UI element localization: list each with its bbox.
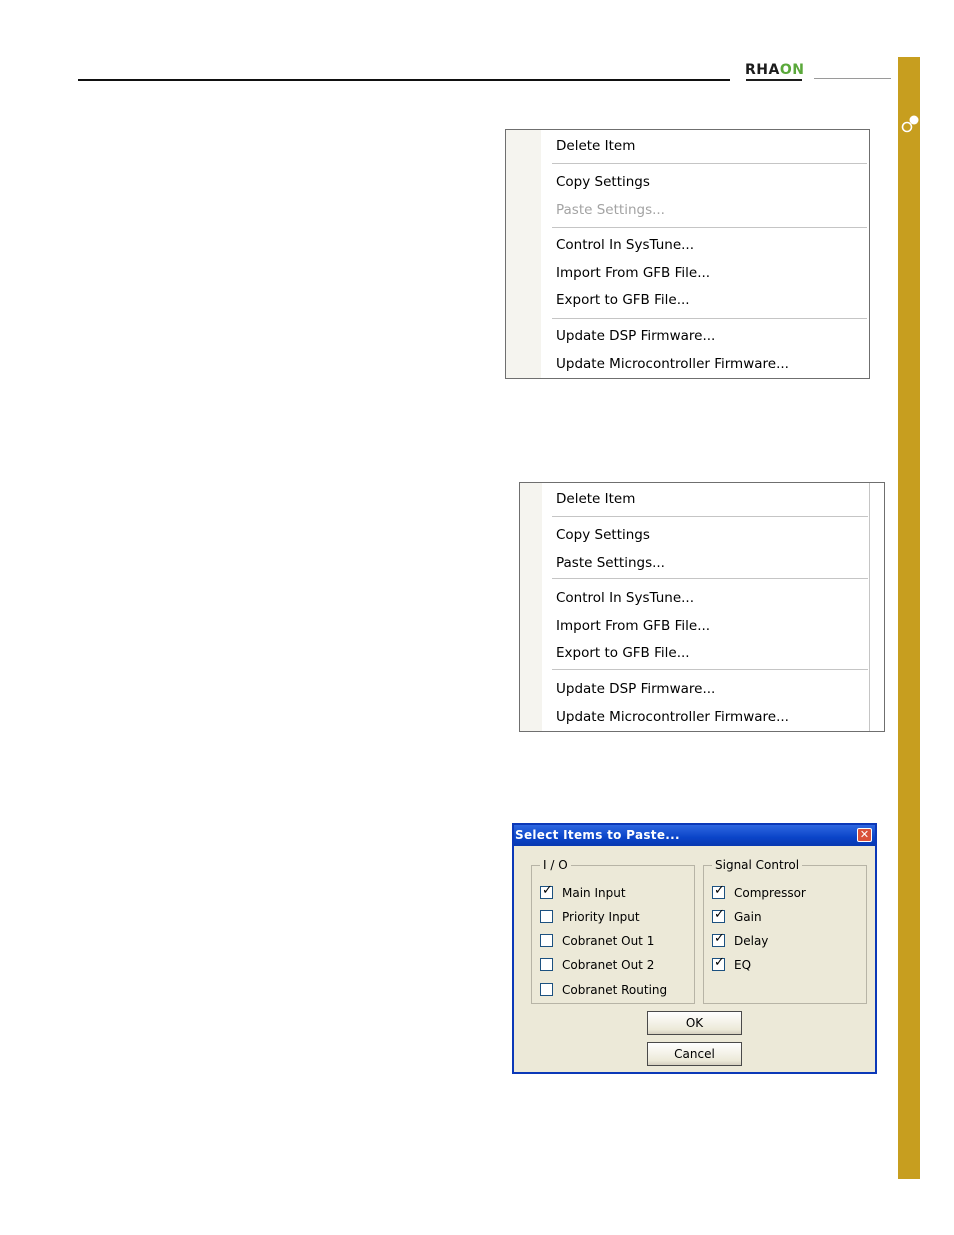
menu-item-paste-settings: Paste Settings...: [556, 202, 665, 218]
checkbox-label: EQ: [734, 957, 752, 972]
ok-button[interactable]: OK: [647, 1011, 742, 1035]
menu-item-import-gfb[interactable]: Import From GFB File...: [556, 618, 711, 634]
checkbox-label: Main Input: [562, 885, 626, 900]
checkbox-box[interactable]: [540, 958, 553, 971]
dialog-title: Select Items to Paste...: [515, 828, 680, 842]
checkmark-icon: ✓: [714, 883, 725, 898]
logo-text-accent: ON: [779, 62, 805, 78]
checkbox-label: Cobranet Out 1: [562, 933, 655, 948]
checkbox-box[interactable]: [712, 907, 725, 923]
header-rule: [78, 79, 730, 81]
menu-gutter: [520, 483, 542, 731]
io-group-legend: I / O: [540, 858, 571, 873]
rhaon-logo: [745, 62, 804, 78]
logo-underline: [746, 79, 802, 81]
header-rule-right: [814, 78, 891, 79]
menu-item-copy-settings[interactable]: Copy Settings: [556, 527, 650, 543]
checkmark-icon: ✓: [714, 931, 725, 946]
checkbox-box[interactable]: [712, 883, 725, 899]
side-bar: [898, 57, 920, 1179]
menu-item-update-dsp-firmware[interactable]: Update DSP Firmware...: [556, 328, 716, 344]
bullet-icon: [901, 114, 919, 136]
checkbox-label: Delay: [734, 933, 769, 948]
signal-group-legend: Signal Control: [712, 858, 802, 873]
checkbox-box[interactable]: [540, 910, 553, 923]
checkmark-icon: ✓: [714, 955, 725, 970]
context-menu-paste-enabled: [519, 482, 885, 732]
menu-separator: [552, 227, 867, 231]
checkbox-label: Cobranet Routing: [562, 982, 668, 997]
checkbox-eq[interactable]: [712, 954, 751, 970]
checkmark-icon: ✓: [714, 907, 725, 922]
checkbox-label: Gain: [734, 909, 762, 924]
menu-item-delete-item[interactable]: Delete Item: [556, 491, 636, 507]
menu-item-update-micro-firmware[interactable]: Update Microcontroller Firmware...: [556, 356, 789, 372]
cancel-button[interactable]: Cancel: [647, 1042, 742, 1066]
dialog-titlebar[interactable]: [514, 825, 875, 846]
checkbox-priority-input[interactable]: [540, 906, 640, 922]
checkbox-compressor[interactable]: [712, 882, 806, 898]
checkbox-box[interactable]: [540, 883, 553, 899]
menu-separator: [552, 163, 867, 167]
menu-item-delete-item[interactable]: Delete Item: [556, 138, 636, 154]
checkbox-cobranet-out-1[interactable]: [540, 930, 654, 946]
menu-separator: [552, 669, 868, 673]
menu-item-import-gfb[interactable]: Import From GFB File...: [556, 265, 711, 281]
checkbox-main-input[interactable]: [540, 882, 626, 898]
checkbox-box[interactable]: [712, 955, 725, 971]
menu-item-export-gfb[interactable]: Export to GFB File...: [556, 292, 690, 308]
checkbox-box[interactable]: [712, 931, 725, 947]
checkbox-label: Priority Input: [562, 909, 640, 924]
io-group: [531, 858, 695, 1004]
menu-separator: [552, 318, 867, 322]
menu-separator: [552, 516, 868, 520]
checkbox-box[interactable]: [540, 934, 553, 947]
select-items-dialog: [512, 823, 877, 1074]
context-menu-paste-disabled: [505, 129, 870, 379]
menu-separator: [552, 578, 868, 582]
checkbox-cobranet-routing[interactable]: [540, 979, 667, 995]
menu-right-edge: [869, 483, 870, 731]
menu-item-update-dsp-firmware[interactable]: Update DSP Firmware...: [556, 681, 716, 697]
logo-text: RHA: [745, 62, 780, 78]
checkbox-gain[interactable]: [712, 906, 762, 922]
checkbox-label: Compressor: [734, 885, 806, 900]
menu-item-paste-settings[interactable]: Paste Settings...: [556, 555, 665, 571]
checkmark-icon: ✓: [542, 883, 553, 898]
menu-item-update-micro-firmware[interactable]: Update Microcontroller Firmware...: [556, 709, 789, 725]
menu-item-copy-settings[interactable]: Copy Settings: [556, 174, 650, 190]
checkbox-cobranet-out-2[interactable]: [540, 954, 654, 970]
close-icon[interactable]: ✕: [857, 828, 872, 842]
menu-item-control-in-systune[interactable]: Control In SysTune...: [556, 590, 694, 606]
checkbox-label: Cobranet Out 2: [562, 957, 655, 972]
menu-gutter: [506, 130, 541, 378]
signal-control-group: [703, 858, 867, 1004]
menu-item-export-gfb[interactable]: Export to GFB File...: [556, 645, 690, 661]
checkbox-delay[interactable]: [712, 930, 768, 946]
menu-item-control-in-systune[interactable]: Control In SysTune...: [556, 237, 694, 253]
checkbox-box[interactable]: [540, 983, 553, 996]
